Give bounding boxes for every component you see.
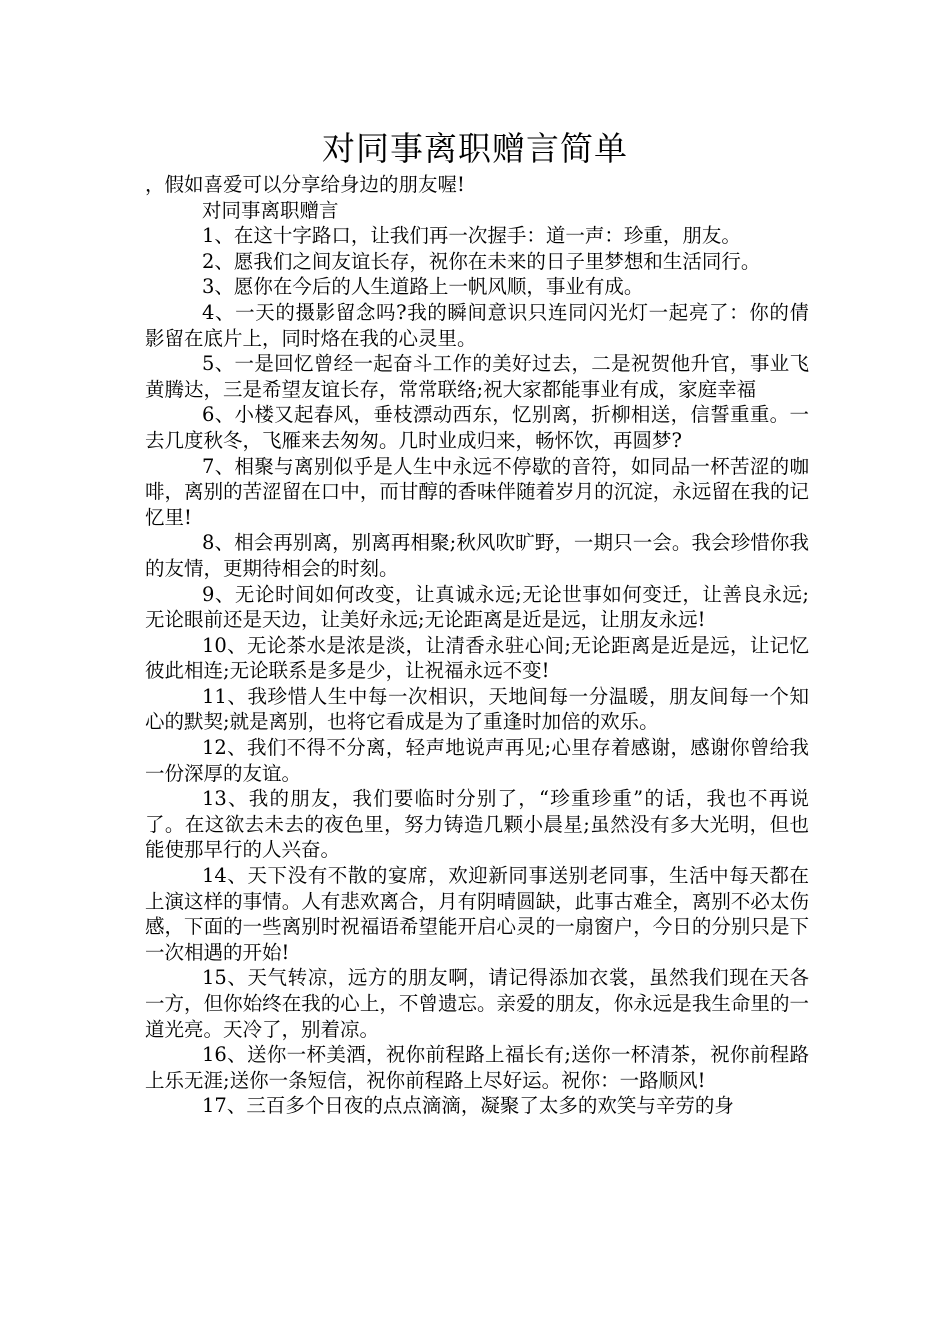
list-item: 1、在这十字路口，让我们再一次握手：道一声：珍重，朋友。 (202, 224, 741, 248)
list-item: 3、愿你在今后的人生道路上一帆风顺，事业有成。 (202, 275, 644, 299)
list-item: 9、无论时间如何改变，让真诚永远;无论世事如何变迁，让善良永远;无论眼前还是天边，让美好永远;无论距离是近是远，让朋友永远! (145, 582, 809, 632)
list-item: 16、送你一杯美酒，祝你前程路上福长有;送你一杯清茶，祝你前程路上乐无涯;送你一条短信，祝你前程路上尽好运。祝你：一路顺风! (145, 1043, 809, 1092)
list-item: 2、愿我们之间友谊长存，祝你在未来的日子里梦想和生活同行。 (202, 249, 761, 273)
list-item: 14、天下没有不散的宴席，欢迎新同事送别老同事，生活中每天都在上演这样的事情。人有悲欢离合，月有阴晴圆缺，此事古难全，离别不必太伤感，下面的一些离别时祝福语希望能开启心灵的一扇窗户，今日的分别只是下一次相遇的开始! (145, 864, 809, 964)
list-item: 4、一天的摄影留念吗?我的瞬间意识只连同闪光灯一起亮了：你的倩影留在底片上，同时烙在我的心灵里。 (145, 300, 809, 350)
section-heading: 对同事离职赠言 (202, 198, 339, 222)
list-item: 15、天气转凉，远方的朋友啊，请记得添加衣裳，虽然我们现在天各一方，但你始终在我的心上，不曾遗忘。亲爱的朋友，你永远是我生命里的一道光亮。天冷了，别着凉。 (145, 966, 809, 1041)
list-item: 6、小楼又起春风，垂枝漂动西东，忆别离，折柳相送，信誓重重。一去几度秋冬，飞雁来去匆匆。几时业成归来，畅怀饮，再圆梦? (145, 403, 809, 452)
list-item: 5、一是回忆曾经一起奋斗工作的美好过去，二是祝贺他升官，事业飞黄腾达，三是希望友谊长存，常常联络;祝大家都能事业有成，家庭幸福 (145, 352, 809, 401)
list-item: 13、我的朋友，我们要临时分别了，“珍重珍重”的话，我也不再说了。在这欲去未去的夜色里，努力铸造几颗小晨星;虽然没有多大光明，但也能使那早行的人兴奋。 (145, 787, 809, 862)
list-item: 8、相会再别离，别离再相聚;秋风吹旷野，一期只一会。我会珍惜你我的友情，更期待相会的时刻。 (145, 531, 809, 580)
intro-paragraph: ，假如喜爱可以分享给身边的朋友喔! (145, 173, 465, 196)
document-body (145, 172, 809, 1119)
list-item: 17、三百多个日夜的点点滴滴，凝聚了太多的欢笑与辛劳的身 (202, 1094, 734, 1118)
list-item: 10、无论茶水是浓是淡，让清香永驻心间;无论距离是近是远，让记忆彼此相连;无论联系是多是少，让祝福永远不变! (145, 633, 809, 683)
list-item: 7、相聚与离别似乎是人生中永远不停歇的音符，如同品一杯苦涩的咖啡，离别的苦涩留在口中，而甘醇的香味伴随着岁月的沉淀，永远留在我的记忆里! (145, 454, 809, 529)
list-item: 12、我们不得不分离，轻声地说声再见;心里存着感谢，感谢你曾给我一份深厚的友谊。 (145, 736, 809, 785)
list-item: 11、我珍惜人生中每一次相识，天地间每一分温暖，朋友间每一个知心的默契;就是离别，也将它看成是为了重逢时加倍的欢乐。 (145, 684, 809, 734)
document-title: 对同事离职赠言简单 (322, 129, 628, 168)
